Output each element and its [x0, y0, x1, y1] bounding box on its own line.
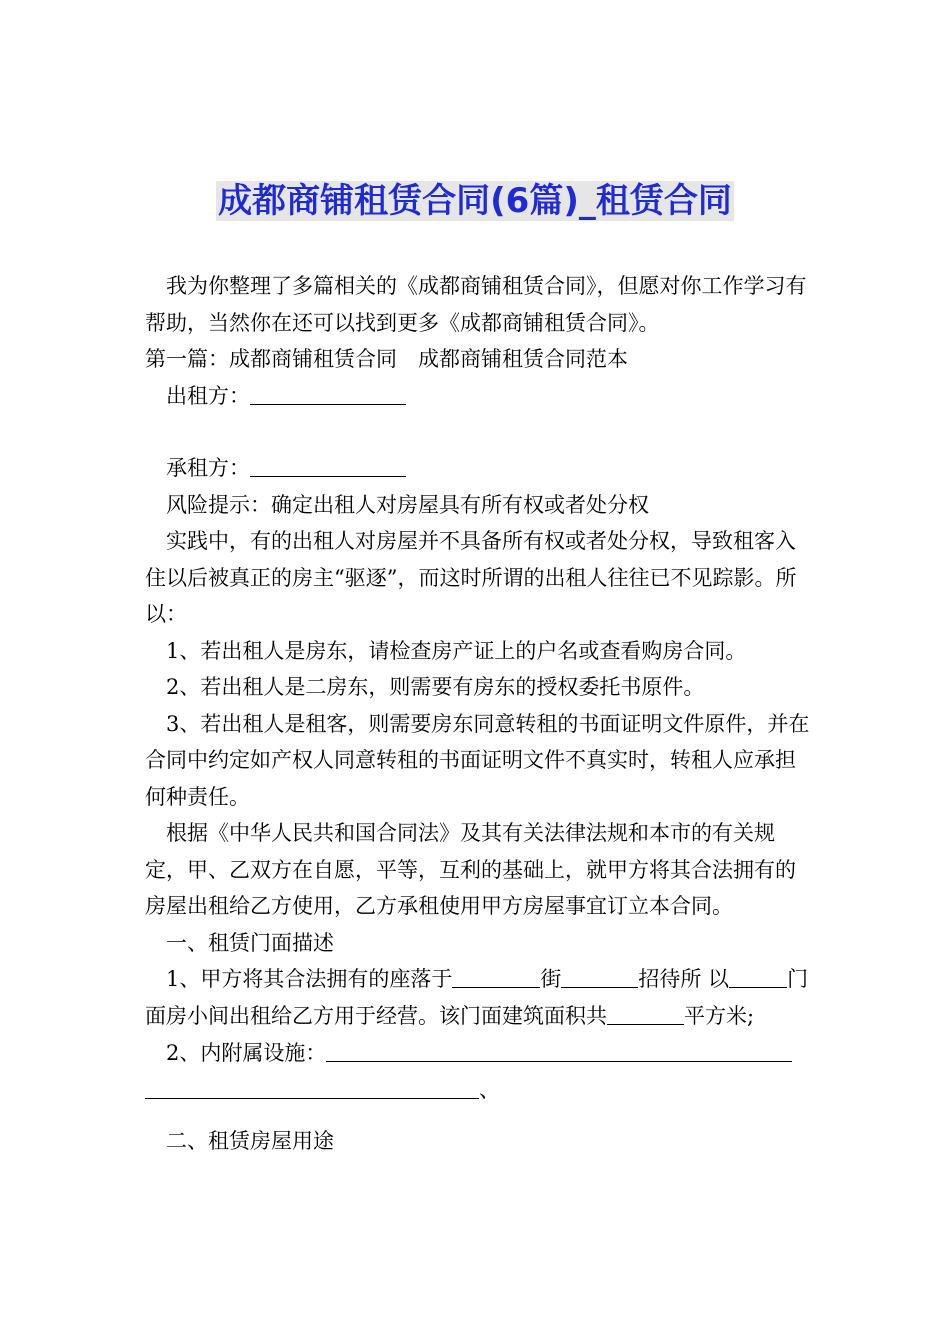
- section-heading-1: 一、租赁门面描述: [166, 930, 334, 955]
- clause-1-part-c: 招待所 以: [638, 967, 730, 991]
- lessee-label: 承租方：: [166, 456, 250, 480]
- document-body: [145, 268, 811, 1159]
- area-blank: [607, 1002, 684, 1025]
- list-item: 1、若出租人是房东，请检查房产证上的户名或查看购房合同。: [166, 638, 747, 663]
- clause-1: [145, 961, 811, 1034]
- clause-1-part-a: 1、甲方将其合法拥有的座落于: [166, 967, 453, 991]
- facilities-blank-2: [145, 1076, 479, 1099]
- section-heading-2: 二、租赁房屋用途: [166, 1128, 334, 1153]
- clause-2-label: 2、内附属设施：: [166, 1041, 327, 1065]
- risk-tip: 风险提示：确定出租人对房屋具有所有权或者处分权: [166, 492, 649, 517]
- clause-1-part-b: 街: [540, 967, 562, 991]
- street-blank: [561, 965, 638, 988]
- clause-2-continued: [145, 1072, 811, 1109]
- basis-paragraph: 根据《中华人民共和国合同法》及其有关法律法规和本市的有关规定，甲、乙双方在自愿，平等，互利的基础上，就甲方将其合法拥有的房屋出租给乙方使用，乙方承租使用甲方房屋事宜订立本合同。: [145, 821, 796, 918]
- lessee-blank: [250, 454, 406, 477]
- lessor-line: [145, 378, 811, 415]
- clause-2-end: 、: [479, 1078, 500, 1102]
- practice-paragraph: 实践中，有的出租人对房屋并不具备所有权或者处分权，导致租客入住以后被真正的房主“驱逐”，而这时所谓的出租人往往已不见踪影。所以：: [145, 529, 797, 626]
- chapter-heading: 第一篇：成都商铺租赁合同 成都商铺租赁合同范本: [145, 347, 628, 371]
- lessee-line: [145, 450, 811, 487]
- blank-gap: [145, 414, 811, 450]
- clause-1-part-d: 门面房小间出租给乙方用于经营。该门面建筑面积共: [145, 967, 809, 1028]
- clause-2: [145, 1034, 811, 1072]
- lessor-label: 出租方：: [166, 383, 250, 408]
- intro-paragraph: 我为你整理了多篇相关的《成都商铺租赁合同》，但愿对你工作学习有帮助，当然你在还可以找到更多《成都商铺租赁合同》。: [145, 274, 807, 335]
- room-blank: [729, 965, 787, 988]
- location-blank: [452, 965, 540, 988]
- clause-1-part-e: 平方米;: [684, 1003, 755, 1028]
- facilities-blank: [326, 1039, 792, 1062]
- lessor-blank: [250, 382, 406, 405]
- list-item: 3、若出租人是租客，则需要房东同意转租的书面证明文件原件，并在合同中约定如产权人同意转租的书面证明文件不真实时，转租人应承担何种责任。: [145, 711, 810, 809]
- document-title: [0, 176, 950, 226]
- document-title-text: 成都商铺租赁合同(6篇)_租赁合同: [218, 181, 732, 221]
- list-item: 2、若出租人是二房东，则需要有房东的授权委托书原件。: [166, 675, 705, 699]
